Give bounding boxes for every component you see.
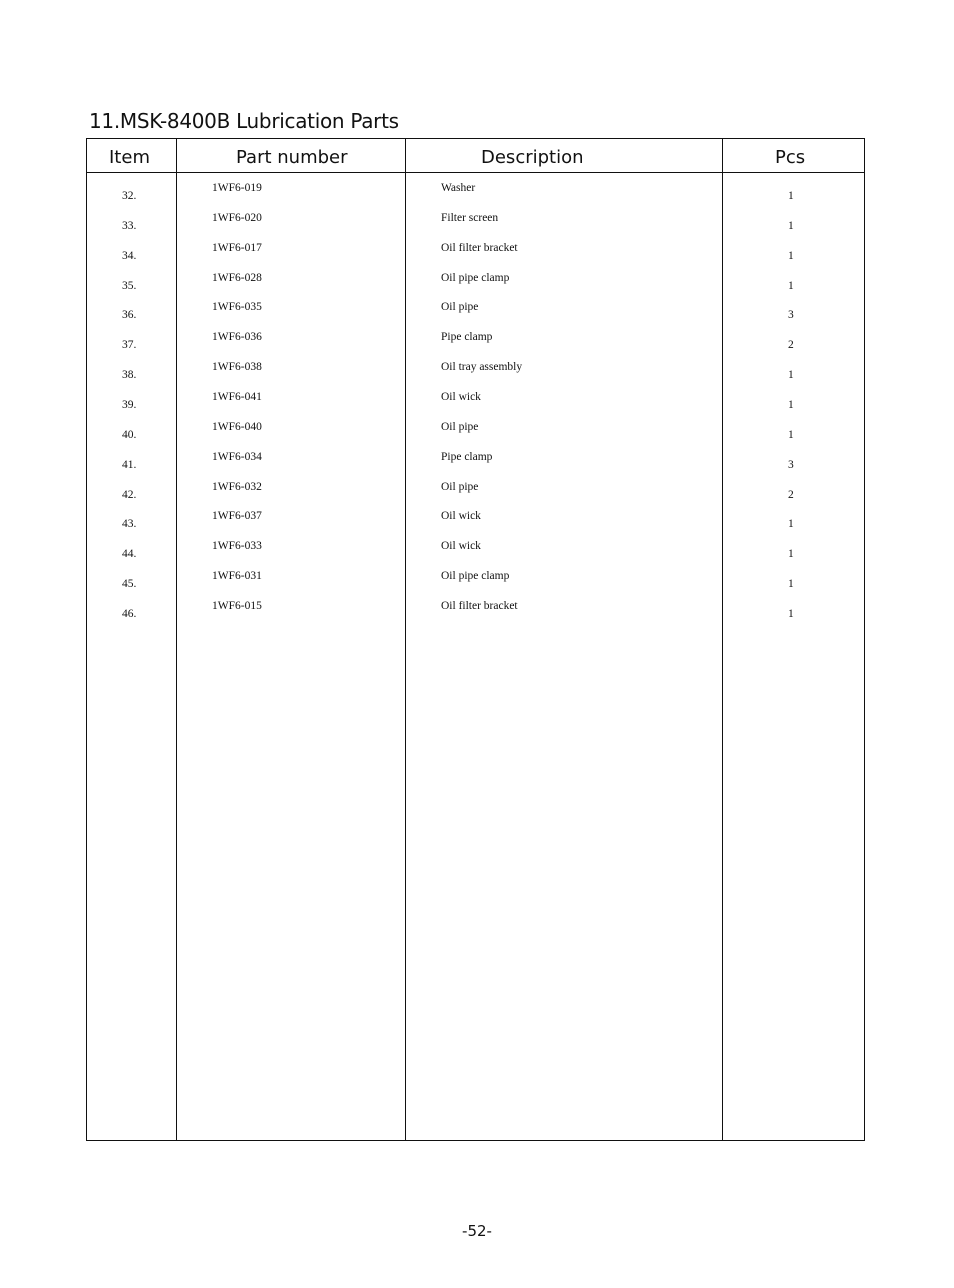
- part-number-cell: 1WF6-041: [212, 390, 262, 403]
- header-part-number: Part number: [236, 147, 348, 168]
- item-cell: 38.: [122, 369, 137, 382]
- part-number-cell: 1WF6-031: [212, 570, 262, 583]
- table-row: [87, 510, 864, 539]
- item-cell: 39.: [122, 398, 137, 411]
- pcs-cell: 1: [788, 369, 794, 382]
- table-row: [87, 242, 864, 271]
- item-cell: 37.: [122, 339, 137, 352]
- pcs-cell: 1: [788, 398, 794, 411]
- table-row: [87, 331, 864, 360]
- pcs-cell: 1: [788, 578, 794, 591]
- pcs-cell: 1: [788, 219, 794, 232]
- item-cell: 44.: [122, 548, 137, 561]
- item-cell: 32.: [122, 190, 137, 202]
- description-cell: Oil pipe: [441, 301, 479, 314]
- item-cell: 33.: [122, 219, 137, 232]
- part-number-cell: 1WF6-028: [212, 271, 262, 284]
- table-row: [87, 212, 864, 241]
- item-cell: 34.: [122, 249, 137, 262]
- pcs-cell: 1: [788, 190, 794, 202]
- table-row: [87, 272, 864, 301]
- description-cell: Oil wick: [441, 510, 481, 523]
- part-number-cell: 1WF6-037: [212, 510, 262, 523]
- parts-table: [86, 138, 865, 1141]
- pcs-cell: 1: [788, 428, 794, 441]
- pcs-cell: 1: [788, 518, 794, 531]
- pcs-cell: 1: [788, 249, 794, 262]
- pcs-cell: 1: [788, 607, 794, 620]
- header-item: Item: [109, 147, 150, 168]
- part-number-cell: 1WF6-033: [212, 540, 262, 553]
- part-number-cell: 1WF6-035: [212, 301, 262, 314]
- part-number-cell: 1WF6-034: [212, 450, 262, 463]
- description-cell: Oil filter bracket: [441, 241, 518, 254]
- part-number-cell: 1WF6-036: [212, 331, 262, 344]
- description-cell: Pipe clamp: [441, 331, 493, 344]
- page-title: 11.MSK-8400B Lubrication Parts: [89, 109, 399, 133]
- table-row: [87, 600, 864, 629]
- header-divider: [87, 172, 864, 173]
- description-cell: Oil tray assembly: [441, 361, 523, 374]
- description-cell: Oil pipe clamp: [441, 271, 510, 284]
- item-cell: 46.: [122, 607, 137, 620]
- item-cell: 41.: [122, 458, 137, 471]
- table-row: [87, 421, 864, 450]
- pcs-cell: 3: [788, 309, 794, 322]
- table-row: [87, 540, 864, 569]
- description-cell: Oil wick: [441, 390, 481, 403]
- item-cell: 40.: [122, 428, 137, 441]
- description-cell: Oil filter bracket: [441, 599, 518, 612]
- part-number-cell: 1WF6-020: [212, 211, 262, 224]
- description-cell: Oil pipe: [441, 420, 479, 433]
- description-cell: Pipe clamp: [441, 450, 493, 463]
- table-row: [87, 481, 864, 510]
- table-row: [87, 301, 864, 330]
- part-number-cell: 1WF6-032: [212, 480, 262, 493]
- item-cell: 43.: [122, 518, 137, 531]
- description-cell: Oil pipe: [441, 480, 479, 493]
- table-row: [87, 391, 864, 420]
- description-cell: Washer: [441, 182, 476, 194]
- description-cell: Oil wick: [441, 540, 481, 553]
- part-number-cell: 1WF6-019: [212, 182, 262, 194]
- table-row: [87, 451, 864, 480]
- pcs-cell: 3: [788, 458, 794, 471]
- item-cell: 42.: [122, 488, 137, 501]
- pcs-cell: 2: [788, 488, 794, 501]
- table-row: [87, 570, 864, 599]
- table-row: [87, 182, 864, 211]
- header-pcs: Pcs: [775, 147, 806, 168]
- description-cell: Oil pipe clamp: [441, 570, 510, 583]
- page-number: -52-: [462, 1222, 492, 1240]
- header-description: Description: [481, 147, 584, 168]
- part-number-cell: 1WF6-038: [212, 361, 262, 374]
- item-cell: 35.: [122, 279, 137, 292]
- part-number-cell: 1WF6-015: [212, 599, 262, 612]
- description-cell: Filter screen: [441, 211, 499, 224]
- item-cell: 36.: [122, 309, 137, 322]
- pcs-cell: 1: [788, 548, 794, 561]
- pcs-cell: 1: [788, 279, 794, 292]
- part-number-cell: 1WF6-017: [212, 241, 262, 254]
- table-row: [87, 361, 864, 390]
- pcs-cell: 2: [788, 339, 794, 352]
- item-cell: 45.: [122, 578, 137, 591]
- part-number-cell: 1WF6-040: [212, 420, 262, 433]
